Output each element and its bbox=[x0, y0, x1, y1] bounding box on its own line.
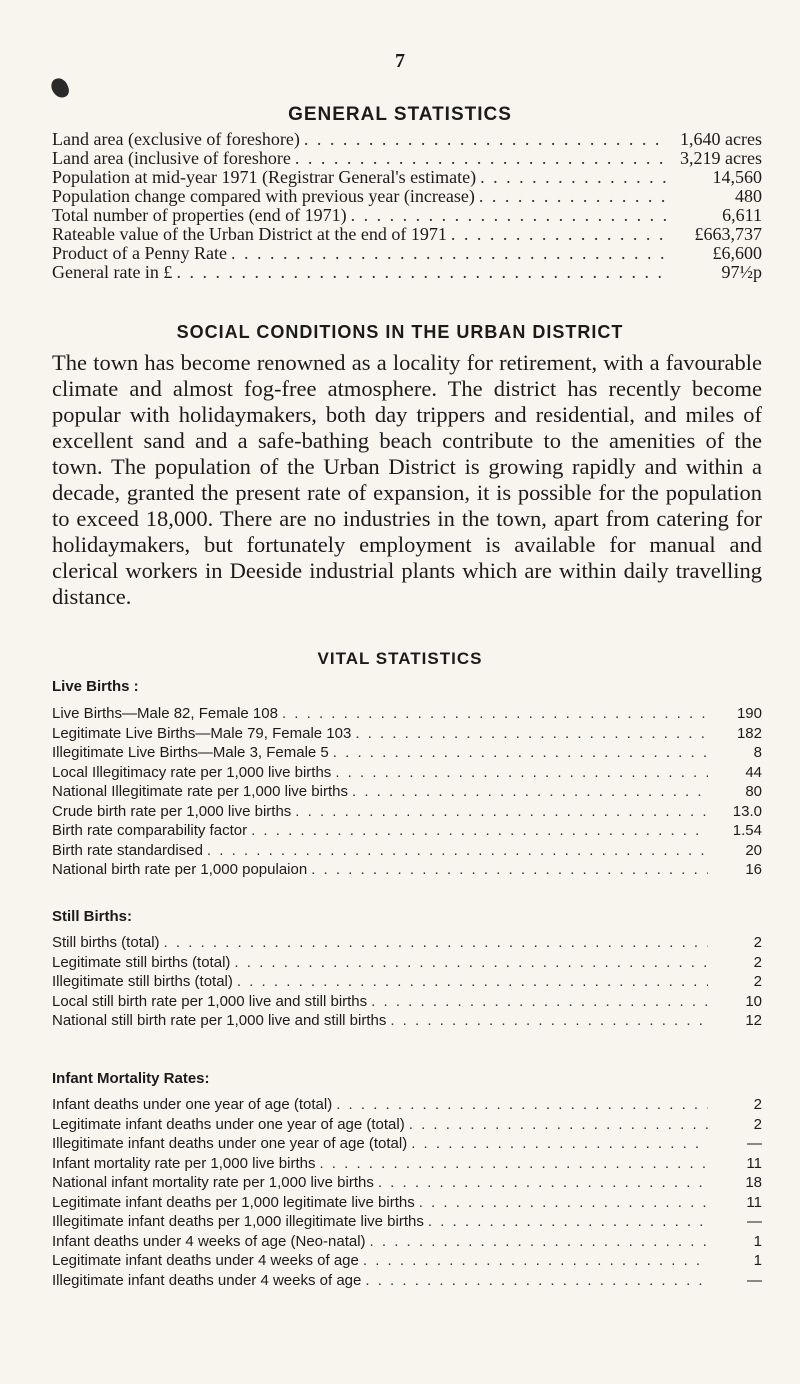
still-births-heading: Still Births: bbox=[52, 908, 133, 925]
dot-leader bbox=[336, 1095, 708, 1115]
stat-value: 20 bbox=[745, 841, 762, 859]
stat-row bbox=[52, 972, 762, 992]
stat-value: 3,219 acres bbox=[680, 149, 762, 168]
stat-value: 1 bbox=[753, 1252, 762, 1269]
stat-value: 10 bbox=[745, 992, 762, 1010]
stat-value: 480 bbox=[735, 187, 762, 206]
stat-row bbox=[52, 168, 762, 187]
stat-label: Local Illegitimacy rate per 1,000 live births bbox=[52, 763, 332, 781]
dot-leader bbox=[351, 206, 666, 225]
stat-value: 6,611 bbox=[722, 206, 762, 225]
stat-row bbox=[52, 724, 762, 744]
stat-row bbox=[52, 802, 762, 822]
stat-label: Rateable value of the Urban District at the end of 1971 bbox=[52, 225, 447, 244]
dot-leader bbox=[237, 972, 708, 992]
stat-label: Population change compared with previous year (increase) bbox=[52, 187, 475, 206]
stat-row bbox=[52, 225, 762, 244]
stat-value: 2 bbox=[753, 953, 762, 971]
stat-value: — bbox=[747, 1213, 762, 1230]
stat-label: Legitimate Live Births—Male 79, Female 103 bbox=[52, 724, 352, 742]
stat-value: 2 bbox=[753, 934, 762, 951]
stat-label: Legitimate still births (total) bbox=[52, 953, 231, 971]
stat-row bbox=[52, 860, 762, 880]
infant-mortality-heading: Infant Mortality Rates: bbox=[52, 1070, 210, 1087]
stat-label: Still births (total) bbox=[52, 934, 160, 951]
stat-value: 13.0 bbox=[732, 802, 762, 820]
stat-label: Illegitimate infant deaths under 4 weeks of age bbox=[52, 1271, 362, 1289]
dot-leader bbox=[365, 1271, 708, 1291]
still-births-list bbox=[52, 933, 762, 1031]
stat-value: 2 bbox=[753, 1115, 762, 1133]
dot-leader bbox=[231, 244, 666, 263]
stat-row bbox=[52, 206, 762, 225]
stat-label: Birth rate standardised bbox=[52, 841, 203, 859]
stat-label: Infant deaths under one year of age (total) bbox=[52, 1096, 333, 1113]
stat-row bbox=[52, 704, 762, 724]
stat-label: Illegitimate infant deaths per 1,000 illegitimate live births bbox=[52, 1213, 424, 1230]
dot-leader bbox=[295, 149, 666, 168]
infant-mortality-list bbox=[52, 1095, 762, 1290]
dot-leader bbox=[419, 1193, 708, 1213]
stat-value: 97½p bbox=[721, 263, 762, 282]
stat-value: £663,737 bbox=[694, 225, 762, 244]
stat-row bbox=[52, 992, 762, 1012]
stat-row bbox=[52, 187, 762, 206]
dot-leader bbox=[371, 992, 708, 1012]
stat-label: General rate in £ bbox=[52, 263, 173, 282]
dot-leader bbox=[251, 821, 708, 841]
vital-statistics-heading: VITAL STATISTICS bbox=[317, 649, 483, 668]
stat-value: 1,640 acres bbox=[680, 130, 762, 149]
general-statistics-list bbox=[52, 130, 762, 282]
stat-row bbox=[52, 743, 762, 763]
stat-row bbox=[52, 1115, 762, 1135]
stat-label: National Illegitimate rate per 1,000 live births bbox=[52, 783, 348, 800]
stat-row bbox=[52, 1134, 762, 1154]
stat-row bbox=[52, 1271, 762, 1291]
stat-value: 12 bbox=[745, 1012, 762, 1029]
stat-value: 11 bbox=[746, 1193, 762, 1211]
stat-row bbox=[52, 1011, 762, 1031]
stat-value: 16 bbox=[745, 861, 762, 878]
stat-label: Legitimate infant deaths under 4 weeks of age bbox=[52, 1252, 359, 1269]
live-births-list bbox=[52, 704, 762, 880]
stat-row bbox=[52, 1251, 762, 1271]
stat-label: Crude birth rate per 1,000 live births bbox=[52, 802, 292, 820]
social-conditions-heading: SOCIAL CONDITIONS IN THE URBAN DISTRICT bbox=[176, 322, 624, 342]
stat-label: Birth rate comparability factor bbox=[52, 822, 248, 839]
stat-row bbox=[52, 1232, 762, 1252]
social-conditions-paragraph: The town has become renowned as a locality for retirement, with a favourable climate and almost fog-free atmosphere. The district has recently become popular with holidaymakers, both day trippers and residential, and miles of excellent sand and a safe-bathing beach contribute to the amenities of the town. The population of the Urban District is growing rapidly and within a decade, granted the present rate of expansion, it is possible for the population to exceed 18,000. There are no industries in the town, apart from catering for holidaymakers, but fortunately employment is available for manual and clerical workers in Deeside industrial plants which are within daily travelling distance. bbox=[52, 350, 762, 609]
stat-value: 2 bbox=[753, 1096, 762, 1113]
stat-row bbox=[52, 130, 762, 149]
stat-label: National birth rate per 1,000 populaion bbox=[52, 861, 308, 878]
stat-row bbox=[52, 841, 762, 861]
stat-row bbox=[52, 763, 762, 783]
stat-label: Population at mid-year 1971 (Registrar General's estimate) bbox=[52, 168, 477, 187]
stat-row bbox=[52, 933, 762, 953]
stat-label: Infant mortality rate per 1,000 live births bbox=[52, 1154, 316, 1172]
dot-leader bbox=[411, 1134, 708, 1154]
stat-label: National still birth rate per 1,000 live and still births bbox=[52, 1012, 387, 1029]
dot-leader bbox=[479, 187, 666, 206]
stat-row bbox=[52, 149, 762, 168]
stat-row bbox=[52, 263, 762, 282]
dot-leader bbox=[390, 1011, 708, 1031]
dot-leader bbox=[333, 743, 708, 763]
stat-value: 11 bbox=[746, 1154, 762, 1172]
stat-label: Illegitimate still births (total) bbox=[52, 973, 233, 990]
stat-label: Legitimate infant deaths under one year of age (total) bbox=[52, 1115, 405, 1133]
dot-leader bbox=[207, 841, 708, 861]
stat-value: — bbox=[747, 1135, 762, 1152]
dot-leader bbox=[355, 724, 708, 744]
dot-leader bbox=[282, 704, 708, 724]
stat-value: — bbox=[747, 1271, 762, 1289]
stat-row bbox=[52, 1212, 762, 1232]
dot-leader bbox=[304, 130, 666, 149]
stat-value: 18 bbox=[745, 1174, 762, 1191]
stat-row bbox=[52, 953, 762, 973]
dot-leader bbox=[352, 782, 708, 802]
stat-value: 2 bbox=[753, 973, 762, 990]
dot-leader bbox=[164, 933, 708, 953]
stat-label: Land area (inclusive of foreshore bbox=[52, 149, 291, 168]
dot-leader bbox=[451, 225, 666, 244]
dot-leader bbox=[480, 168, 666, 187]
stat-label: Product of a Penny Rate bbox=[52, 244, 227, 263]
stat-label: Live Births—Male 82, Female 108 bbox=[52, 705, 278, 722]
stat-row bbox=[52, 821, 762, 841]
stat-row bbox=[52, 1173, 762, 1193]
dot-leader bbox=[378, 1173, 708, 1193]
stat-value: 1 bbox=[753, 1232, 762, 1250]
stat-row bbox=[52, 1154, 762, 1174]
stat-label: Legitimate infant deaths per 1,000 legitimate live births bbox=[52, 1193, 415, 1211]
stat-row bbox=[52, 1193, 762, 1213]
stat-label: Total number of properties (end of 1971) bbox=[52, 206, 347, 225]
dot-leader bbox=[363, 1251, 708, 1271]
general-statistics-heading: GENERAL STATISTICS bbox=[288, 104, 512, 125]
stat-label: Illegitimate infant deaths under one year of age (total) bbox=[52, 1135, 408, 1152]
dot-leader bbox=[409, 1115, 708, 1135]
ink-blot-mark bbox=[49, 76, 71, 100]
dot-leader bbox=[295, 802, 708, 822]
stat-row bbox=[52, 1095, 762, 1115]
stat-value: 8 bbox=[753, 744, 762, 761]
dot-leader bbox=[428, 1212, 708, 1232]
stat-value: 80 bbox=[745, 783, 762, 800]
dot-leader bbox=[370, 1232, 708, 1252]
dot-leader bbox=[176, 263, 666, 282]
dot-leader bbox=[319, 1154, 708, 1174]
stat-row bbox=[52, 244, 762, 263]
stat-value: 1.54 bbox=[732, 822, 762, 839]
dot-leader bbox=[335, 763, 708, 783]
stat-value: 14,560 bbox=[712, 168, 762, 187]
stat-label: Illegitimate Live Births—Male 3, Female 5 bbox=[52, 744, 329, 761]
dot-leader bbox=[311, 860, 708, 880]
stat-label: Land area (exclusive of foreshore) bbox=[52, 130, 300, 149]
dot-leader bbox=[234, 953, 708, 973]
live-births-heading: Live Births : bbox=[52, 678, 139, 695]
stat-label: Infant deaths under 4 weeks of age (Neo-natal) bbox=[52, 1232, 366, 1250]
stat-value: 190 bbox=[736, 705, 762, 722]
stat-label: Local still birth rate per 1,000 live and still births bbox=[52, 992, 368, 1010]
stat-value: 44 bbox=[745, 763, 762, 781]
stat-value: £6,600 bbox=[712, 244, 762, 263]
stat-label: National infant mortality rate per 1,000 live births bbox=[52, 1174, 374, 1191]
stat-value: 182 bbox=[736, 724, 762, 742]
stat-row bbox=[52, 782, 762, 802]
page-number: 7 bbox=[395, 50, 405, 72]
